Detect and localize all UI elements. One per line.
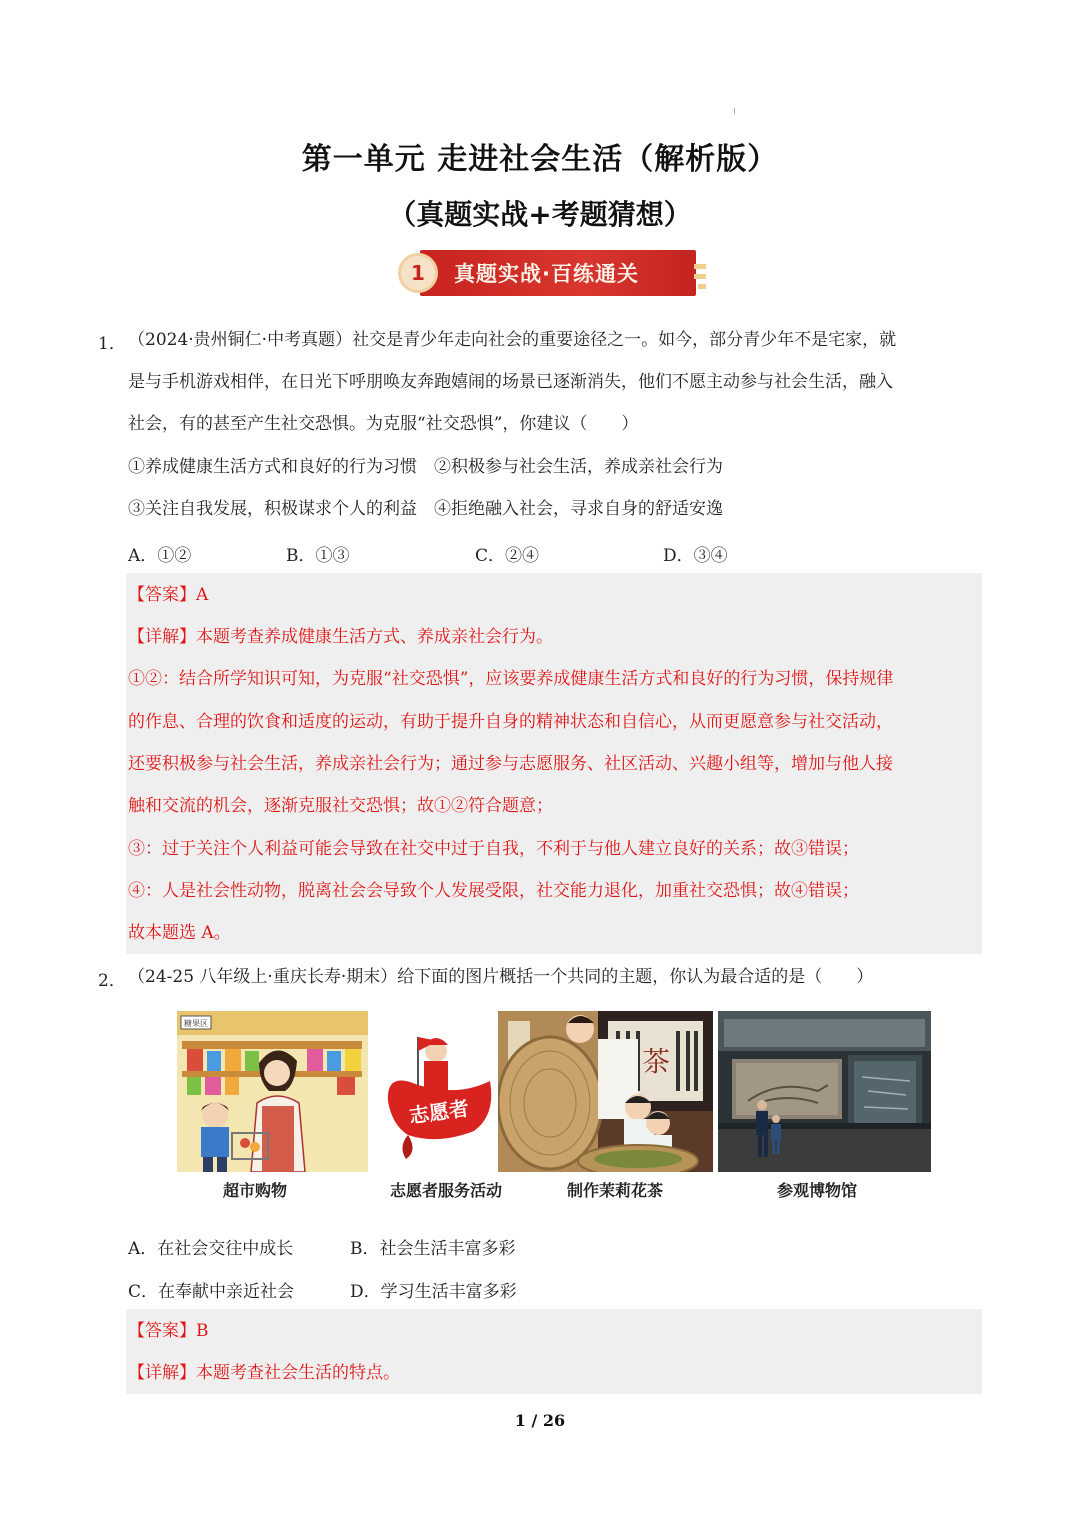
section-banner — [398, 248, 710, 300]
page-subtitle: （真题实战+考题猜想） — [388, 198, 692, 231]
option-d: D．③④ — [663, 546, 728, 566]
tea-character: 茶 — [641, 1045, 671, 1078]
banner-decoration — [698, 284, 706, 289]
detail-text: 本题考查社会生活的特点。 — [196, 1363, 400, 1383]
option-d: D．学习生活丰富多彩 — [350, 1282, 517, 1302]
answer-value: B — [196, 1321, 209, 1341]
question-text: 是与手机游戏相伴，在日光下呼朋唤友奔跑嬉闹的场景已逐渐消失，他们不愿主动参与社会生活，融入 — [128, 372, 893, 392]
page-title: 第一单元 走进社会生活（解析版） — [301, 142, 779, 177]
answer-value: A — [196, 585, 209, 605]
detail-text: ③：过于关注个人利益可能会导致在社交中过于自我，不利于与他人建立良好的关系；故③错误； — [128, 839, 859, 859]
option-c: C．在奉献中亲近社会 — [128, 1282, 295, 1302]
detail-tag: 【详解】 — [128, 627, 196, 647]
scan-mark — [734, 108, 735, 114]
option-b: B．社会生活丰富多彩 — [350, 1239, 516, 1259]
banner-decoration — [694, 274, 706, 279]
page-number: 1 / 26 — [514, 1411, 566, 1430]
detail-text: 还要积极参与社会生活，养成亲社会行为；通过参与志愿服务、社区活动、兴趣小组等，增加与他人接 — [128, 754, 893, 774]
image-caption: 参观博物馆 — [776, 1181, 857, 1200]
image-caption: 志愿者服务活动 — [389, 1181, 502, 1200]
image-caption: 超市购物 — [222, 1181, 287, 1200]
detail-text: 本题考查养成健康生活方式、养成亲社会行为。 — [196, 627, 553, 647]
option-c: C．②④ — [475, 546, 540, 566]
detail-line — [128, 626, 553, 648]
supermarket-image — [177, 1011, 368, 1172]
question-number: 2． — [98, 971, 126, 991]
detail-text: ①②：结合所学知识可知，为克服“社交恐惧”，应该要养成健康生活方式和良好的行为习惯，保持规律 — [128, 669, 894, 689]
museum-image — [718, 1011, 931, 1172]
question-text: （24-25 八年级上·重庆长寿·期末）给下面的图片概括一个共同的主题，你认为最合适的是（ ） — [128, 967, 874, 987]
answer-tag: 【答案】 — [128, 585, 196, 605]
answer-line — [128, 1320, 209, 1342]
option-a: A．在社会交往中成长 — [128, 1239, 294, 1259]
detail-text: 触和交流的机会，逐渐克服社交恐惧；故①②符合题意； — [128, 796, 553, 816]
question-number: 1． — [98, 334, 126, 354]
detail-text: ④：人是社会性动物，脱离社会会导致个人发展受限，社交能力退化，加重社交恐惧；故④错误； — [128, 881, 859, 901]
banner-decoration — [694, 264, 706, 269]
answer-line — [128, 584, 208, 606]
detail-line — [128, 1362, 400, 1384]
section-label: 真题实战·百练通关 — [454, 262, 639, 286]
section-number-badge: 1 — [398, 253, 438, 293]
volunteer-banner-text: 志愿者 — [407, 1096, 471, 1129]
tea-image — [498, 1011, 713, 1172]
volunteer-image — [378, 1011, 498, 1172]
image-caption: 制作茉莉花茶 — [566, 1181, 663, 1200]
question-text: 社会，有的甚至产生社交恐惧。为克服“社交恐惧”，你建议（ ） — [128, 414, 639, 434]
question-text: （2024·贵州铜仁·中考真题）社交是青少年走向社会的重要途径之一。如今，部分青少年不是宅家，就 — [128, 330, 897, 350]
detail-text: 的作息、合理的饮食和适度的运动，有助于提升自身的精神状态和自信心，从而更愿意参与社交活动， — [128, 712, 893, 732]
option-b: B．①③ — [286, 546, 350, 566]
statement-line: ③关注自我发展，积极谋求个人的利益 ④拒绝融入社会，寻求自身的舒适安逸 — [128, 499, 723, 519]
statement-line: ①养成健康生活方式和良好的行为习惯 ②积极参与社会生活，养成亲社会行为 — [128, 457, 723, 477]
option-a: A．①② — [128, 546, 192, 566]
store-sign: 糖果区 — [184, 1019, 208, 1028]
answer-tag: 【答案】 — [128, 1321, 196, 1341]
detail-text: 故本题选 A。 — [128, 923, 231, 943]
detail-tag: 【详解】 — [128, 1363, 196, 1383]
